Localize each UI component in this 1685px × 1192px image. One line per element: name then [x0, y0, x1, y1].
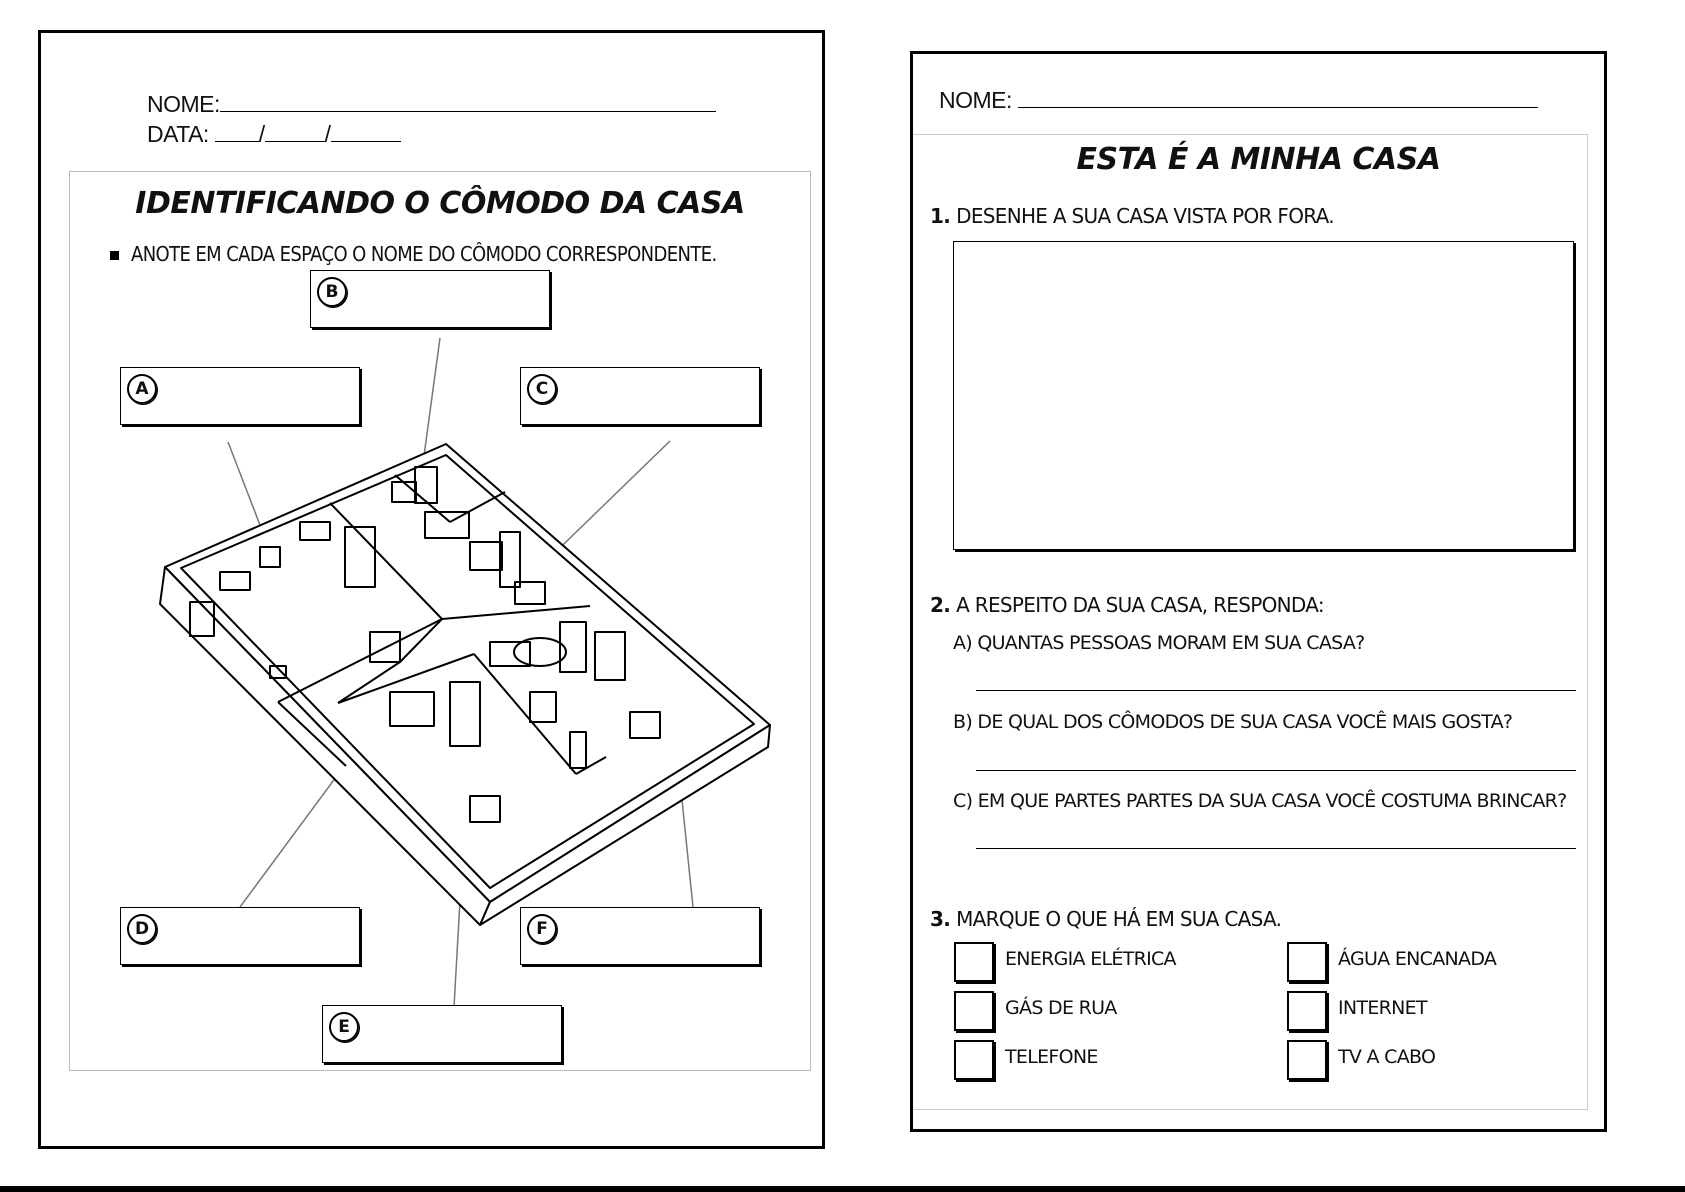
option-label: ÁGUA ENCANADA [1338, 948, 1497, 970]
checkbox-telefone[interactable] [954, 1040, 994, 1080]
room-label-box-e[interactable] [322, 1005, 562, 1063]
question-text: MARQUE O QUE HÁ EM SUA CASA. [956, 907, 1282, 931]
date-line [147, 121, 401, 148]
question-3 [930, 907, 1281, 931]
bottom-divider [0, 1186, 1685, 1192]
label-badge-a: A [127, 374, 157, 404]
question-2b: B) DE QUAL DOS CÔMODOS DE SUA CASA VOCÊ MAIS GOSTA? [953, 711, 1513, 733]
name-label: NOME: [147, 91, 220, 117]
label-badge-f: F [527, 914, 557, 944]
date-year-blank[interactable] [331, 141, 401, 142]
date-day-blank[interactable] [215, 141, 259, 142]
name-blank[interactable] [1018, 107, 1538, 108]
label-badge-e: E [329, 1012, 359, 1042]
answer-line-a[interactable] [976, 690, 1576, 691]
instruction-text: ANOTE EM CADA ESPAÇO O NOME DO CÔMODO CORRESPONDENTE. [131, 242, 717, 266]
option-label: GÁS DE RUA [1005, 997, 1117, 1019]
question-text: A RESPEITO DA SUA CASA, RESPONDA: [956, 593, 1324, 617]
label-badge-c: C [527, 374, 557, 404]
worksheet-my-house [910, 51, 1607, 1132]
checkbox-tv-a-cabo[interactable] [1287, 1040, 1327, 1080]
name-line [939, 87, 1538, 114]
name-blank[interactable] [220, 111, 716, 112]
question-number: 1. [930, 204, 951, 228]
date-separator: / [258, 121, 265, 147]
room-label-box-f[interactable] [520, 907, 760, 965]
room-label-box-b[interactable] [310, 270, 550, 328]
name-label: NOME: [939, 87, 1012, 113]
option-label: ENERGIA ELÉTRICA [1005, 948, 1176, 970]
question-2c: C) EM QUE PARTES PARTES DA SUA CASA VOCÊ COSTUMA BRINCAR? [953, 790, 1567, 812]
option-label: TV A CABO [1338, 1046, 1436, 1068]
date-month-blank[interactable] [265, 141, 325, 142]
name-line [147, 91, 716, 118]
checkbox-gas-de-rua[interactable] [954, 991, 994, 1031]
checkbox-internet[interactable] [1287, 991, 1327, 1031]
room-label-box-d[interactable] [120, 907, 360, 965]
date-label: DATA: [147, 121, 209, 147]
answer-line-c[interactable] [976, 848, 1576, 849]
drawing-area[interactable] [953, 241, 1574, 550]
checkbox-agua-encanada[interactable] [1287, 942, 1327, 982]
question-1 [930, 204, 1334, 228]
activity-panel [69, 171, 811, 1071]
question-number: 2. [930, 593, 951, 617]
checkbox-energia-eletrica[interactable] [954, 942, 994, 982]
question-text: DESENHE A SUA CASA VISTA POR FORA. [956, 204, 1334, 228]
question-number: 3. [930, 907, 951, 931]
activity-title: IDENTIFICANDO O CÔMODO DA CASA [135, 186, 745, 221]
date-separator: / [324, 121, 331, 147]
label-badge-d: D [127, 914, 157, 944]
answer-line-b[interactable] [976, 770, 1576, 771]
label-badge-b: B [317, 277, 347, 307]
room-label-box-a[interactable] [120, 367, 360, 425]
activity-title: ESTA É A MINHA CASA [1076, 142, 1441, 177]
worksheet-rooms [38, 30, 825, 1149]
option-label: INTERNET [1338, 997, 1427, 1019]
option-label: TELEFONE [1005, 1046, 1098, 1068]
room-label-box-c[interactable] [520, 367, 760, 425]
question-2 [930, 593, 1324, 617]
question-2a: A) QUANTAS PESSOAS MORAM EM SUA CASA? [953, 632, 1365, 654]
